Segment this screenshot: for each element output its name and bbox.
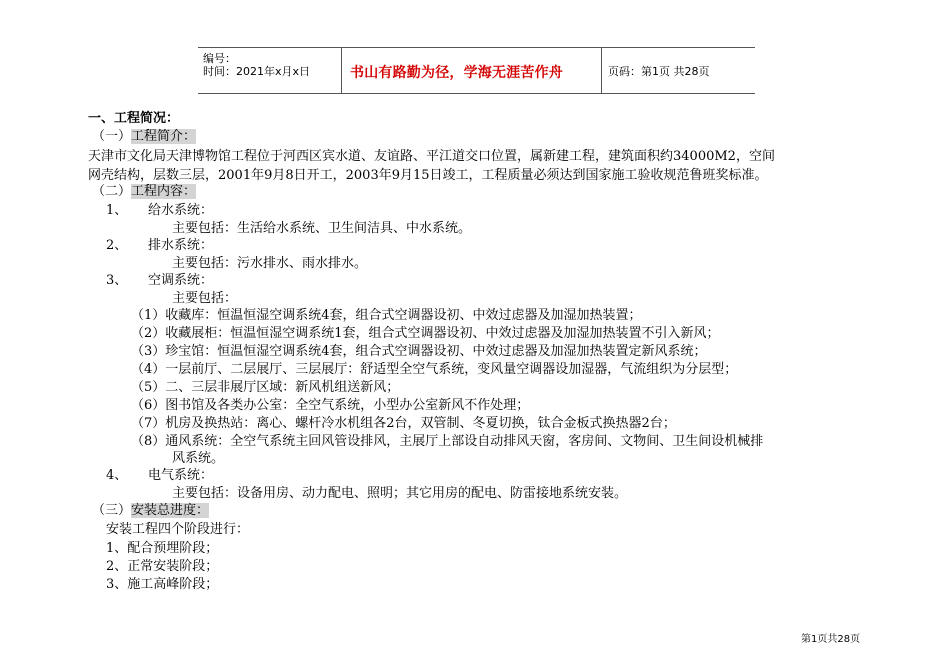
phase-item: 2、正常安装阶段；: [106, 559, 219, 574]
phase-item: 1、配合预埋阶段；: [106, 541, 219, 556]
section-title: 一、工程简况：: [88, 111, 180, 126]
item-number: 1、: [106, 203, 128, 218]
intro-paragraph-line-1: 天津市文化局天津博物馆工程位于河西区宾水道、友谊路、平江道交口位置，属新建工程，建筑面积约34000M2，空间: [88, 149, 775, 164]
item-title: 电气系统：: [148, 468, 214, 483]
item-detail: 主要包括：污水排水、雨水排水。: [172, 256, 368, 271]
subsection-prefix: （一）: [92, 129, 132, 144]
subsection-label: 工程简介：: [131, 129, 197, 144]
header-page-label: 页码：第1页 共28页: [608, 65, 710, 78]
item-detail: 主要包括：设备用房、动力配电、照明；其它用房的配电、防雷接地系统安装。: [172, 486, 628, 501]
number-label: 编号：: [203, 52, 236, 65]
item-title: 给水系统：: [148, 203, 214, 218]
page-header: [198, 47, 755, 94]
ac-line: （7）机房及换热站：离心、螺杆冷水机组各2台，双管制、冬夏切换，钛合金板式换热器2台；: [131, 416, 676, 431]
time-label: 时间：2021年x月x日: [203, 65, 311, 78]
subsection-prefix: （三）: [92, 503, 132, 518]
subsection-heading-3: [92, 503, 209, 519]
subsection-prefix: （二）: [92, 184, 132, 199]
ac-line: （6）图书馆及各类办公室：全空气系统，小型办公室新风不作处理；: [131, 398, 530, 413]
phase-item: 3、施工高峰阶段；: [106, 577, 219, 592]
subsection-label: 工程内容：: [131, 184, 197, 199]
ac-line: （8）通风系统：全空气系统主回风管设排风，主展厅上部设自动排风天窗，客房间、文物间、卫生间设机械排: [131, 434, 764, 449]
subsection-heading-1: [92, 129, 196, 145]
header-divider: [601, 48, 602, 93]
ac-line-continuation: 风系统。: [172, 451, 225, 466]
intro-paragraph-line-2: 网壳结构，层数三层，2001年9月8日开工，2003年9月15日竣工，工程质量必须达到国家施工验收规范鲁班奖标准。: [88, 168, 768, 183]
ac-line: （5）二、三层非展厅区域：新风机组送新风；: [131, 380, 400, 395]
page-footer: 第1页共28页: [801, 634, 861, 645]
item-number: 3、: [106, 273, 128, 288]
phase-intro: 安装工程四个阶段进行：: [106, 522, 250, 537]
item-number: 2、: [106, 238, 128, 253]
subsection-heading-2: [92, 184, 196, 200]
item-title: 空调系统：: [148, 273, 214, 288]
ac-line: （4）一层前厅、二层展厅、三层展厅：舒适型全空气系统，变风量空调器设加湿器，气流组织为分层型；: [131, 362, 738, 377]
header-meta-cell: [198, 48, 342, 93]
item-number: 4、: [106, 468, 128, 483]
ac-line: （2）收藏展柜：恒温恒湿空调系统1套，组合式空调器设初、中效过虑器及加湿加热装置不引入新风；: [131, 326, 720, 341]
header-motto: 书山有路勤为径，学海无涯苦作舟: [350, 65, 563, 81]
subsection-label: 安装总进度：: [131, 503, 210, 518]
item-detail: 主要包括：生活给水系统、卫生间洁具、中水系统。: [172, 221, 472, 236]
ac-line: （1）收藏库：恒温恒湿空调系统4套，组合式空调器设初、中效过虑器及加湿加热装置；: [131, 308, 642, 323]
item-title: 排水系统：: [148, 238, 214, 253]
item-detail: 主要包括：: [172, 291, 238, 306]
ac-line: （3）珍宝馆：恒温恒湿空调系统4套，组合式空调器设初、中效过虑器及加湿加热装置定新风系统；: [131, 344, 707, 359]
